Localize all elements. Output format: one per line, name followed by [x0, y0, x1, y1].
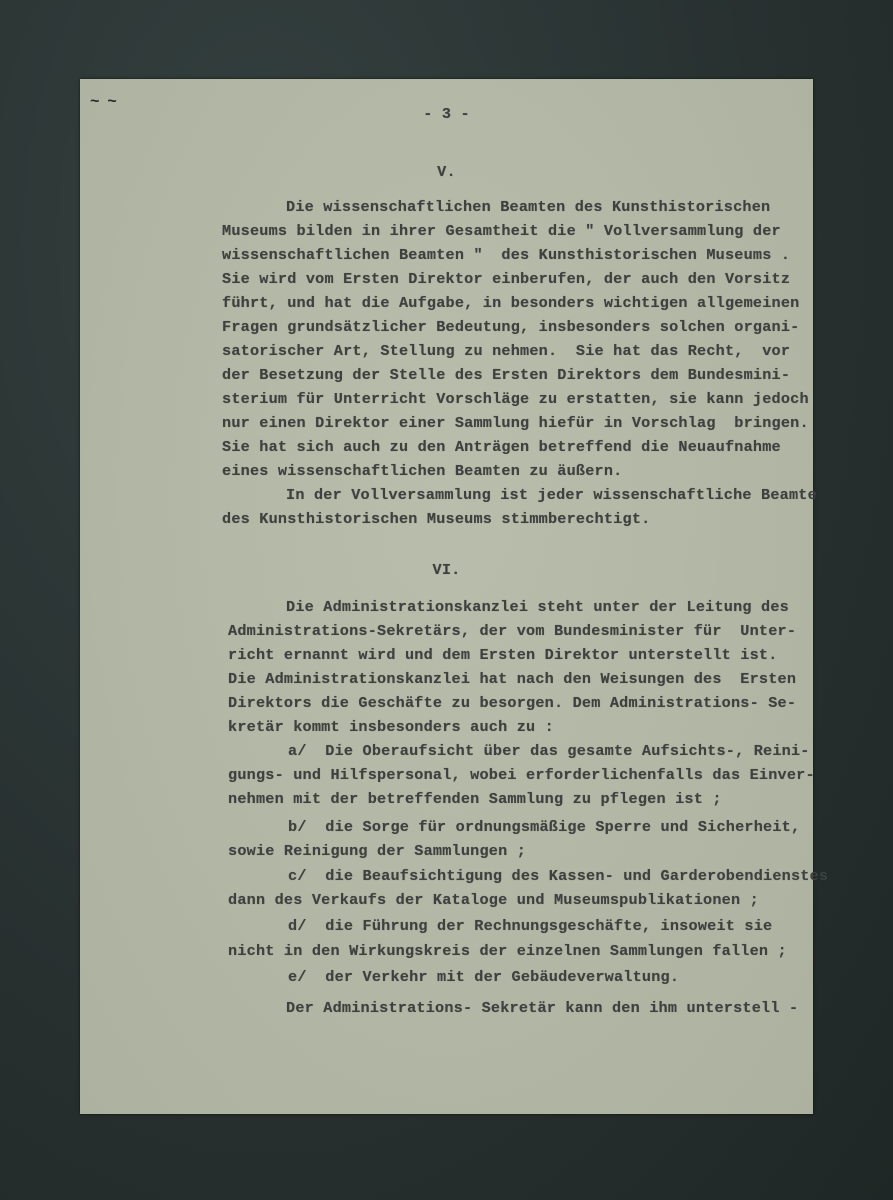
text-line: b/ die Sorge für ordnungsmäßige Sperre und Sicherheit, — [288, 818, 801, 836]
text-line: satorischer Art, Stellung zu nehmen. Sie hat das Recht, vor — [222, 342, 791, 360]
text-line: sterium für Unterricht Vorschläge zu erstatten, sie kann jedoch — [222, 390, 809, 408]
text-line: nur einen Direktor einer Sammlung hiefür in Vorschlag bringen. — [222, 414, 809, 432]
text-line: Die Administrationskanzlei steht unter der Leitung des — [286, 598, 789, 616]
page-number: - 3 - — [423, 105, 470, 123]
text-line: wissenschaftlichen Beamten " des Kunsthistorischen Museums . — [222, 246, 791, 264]
text-line: Sie hat sich auch zu den Anträgen betreffend die Neuaufnahme — [222, 438, 781, 456]
section-heading-vi: VI. — [432, 561, 461, 579]
text-line: dann des Verkaufs der Kataloge und Museumspublikationen ; — [228, 891, 759, 909]
text-line: Die Administrationskanzlei hat nach den Weisungen des Ersten — [228, 670, 797, 688]
text-line: gungs- und Hilfspersonal, wobei erforderlichenfalls das Einver- — [228, 766, 815, 784]
text-line: Der Administrations- Sekretär kann den ihm unterstell - — [286, 999, 799, 1017]
text-line: In der Vollversammlung ist jeder wissenschaftliche Beamte — [286, 486, 817, 504]
text-line: der Besetzung der Stelle des Ersten Direktors dem Bundesmini- — [222, 366, 791, 384]
text-line: Administrations-Sekretärs, der vom Bundesminister für Unter- — [228, 622, 797, 640]
text-line: a/ Die Oberaufsicht über das gesamte Aufsichts-, Reini- — [288, 742, 810, 760]
text-line: d/ die Führung der Rechnungsgeschäfte, insoweit sie — [288, 917, 773, 935]
text-line: Sie wird vom Ersten Direktor einberufen, der auch den Vorsitz — [222, 270, 791, 288]
text-line: richt ernannt wird und dem Ersten Direktor unterstellt ist. — [228, 646, 778, 664]
text-line: Museums bilden in ihrer Gesamtheit die " Vollversammlung der — [222, 222, 781, 240]
document-page — [80, 79, 829, 1114]
text-line: führt, und hat die Aufgabe, in besonders wichtigen allgemeinen — [222, 294, 800, 312]
text-line: Direktors die Geschäfte zu besorgen. Dem Administrations- Se- — [228, 694, 797, 712]
text-line: des Kunsthistorischen Museums stimmberechtigt. — [222, 510, 651, 528]
text-line: nehmen mit der betreffenden Sammlung zu pflegen ist ; — [228, 790, 722, 808]
text-line: Die wissenschaftlichen Beamten des Kunsthistorischen — [286, 198, 771, 216]
text-line: eines wissenschaftlichen Beamten zu äußern. — [222, 462, 623, 480]
text-line: sowie Reinigung der Sammlungen ; — [228, 842, 527, 860]
text-line: e/ der Verkehr mit der Gebäudeverwaltung. — [288, 968, 680, 986]
text-line: c/ die Beaufsichtigung des Kassen- und Garderobendienstes — [288, 867, 829, 885]
text-line: Fragen grundsätzlicher Bedeutung, insbesonders solchen organi- — [222, 318, 800, 336]
text-line: kretär kommt insbesonders auch zu : — [228, 718, 554, 736]
section-heading-v: V. — [437, 163, 456, 181]
corner-mark: ~ ~ — [90, 93, 116, 111]
text-line: nicht in den Wirkungskreis der einzelnen Sammlungen fallen ; — [228, 942, 787, 960]
